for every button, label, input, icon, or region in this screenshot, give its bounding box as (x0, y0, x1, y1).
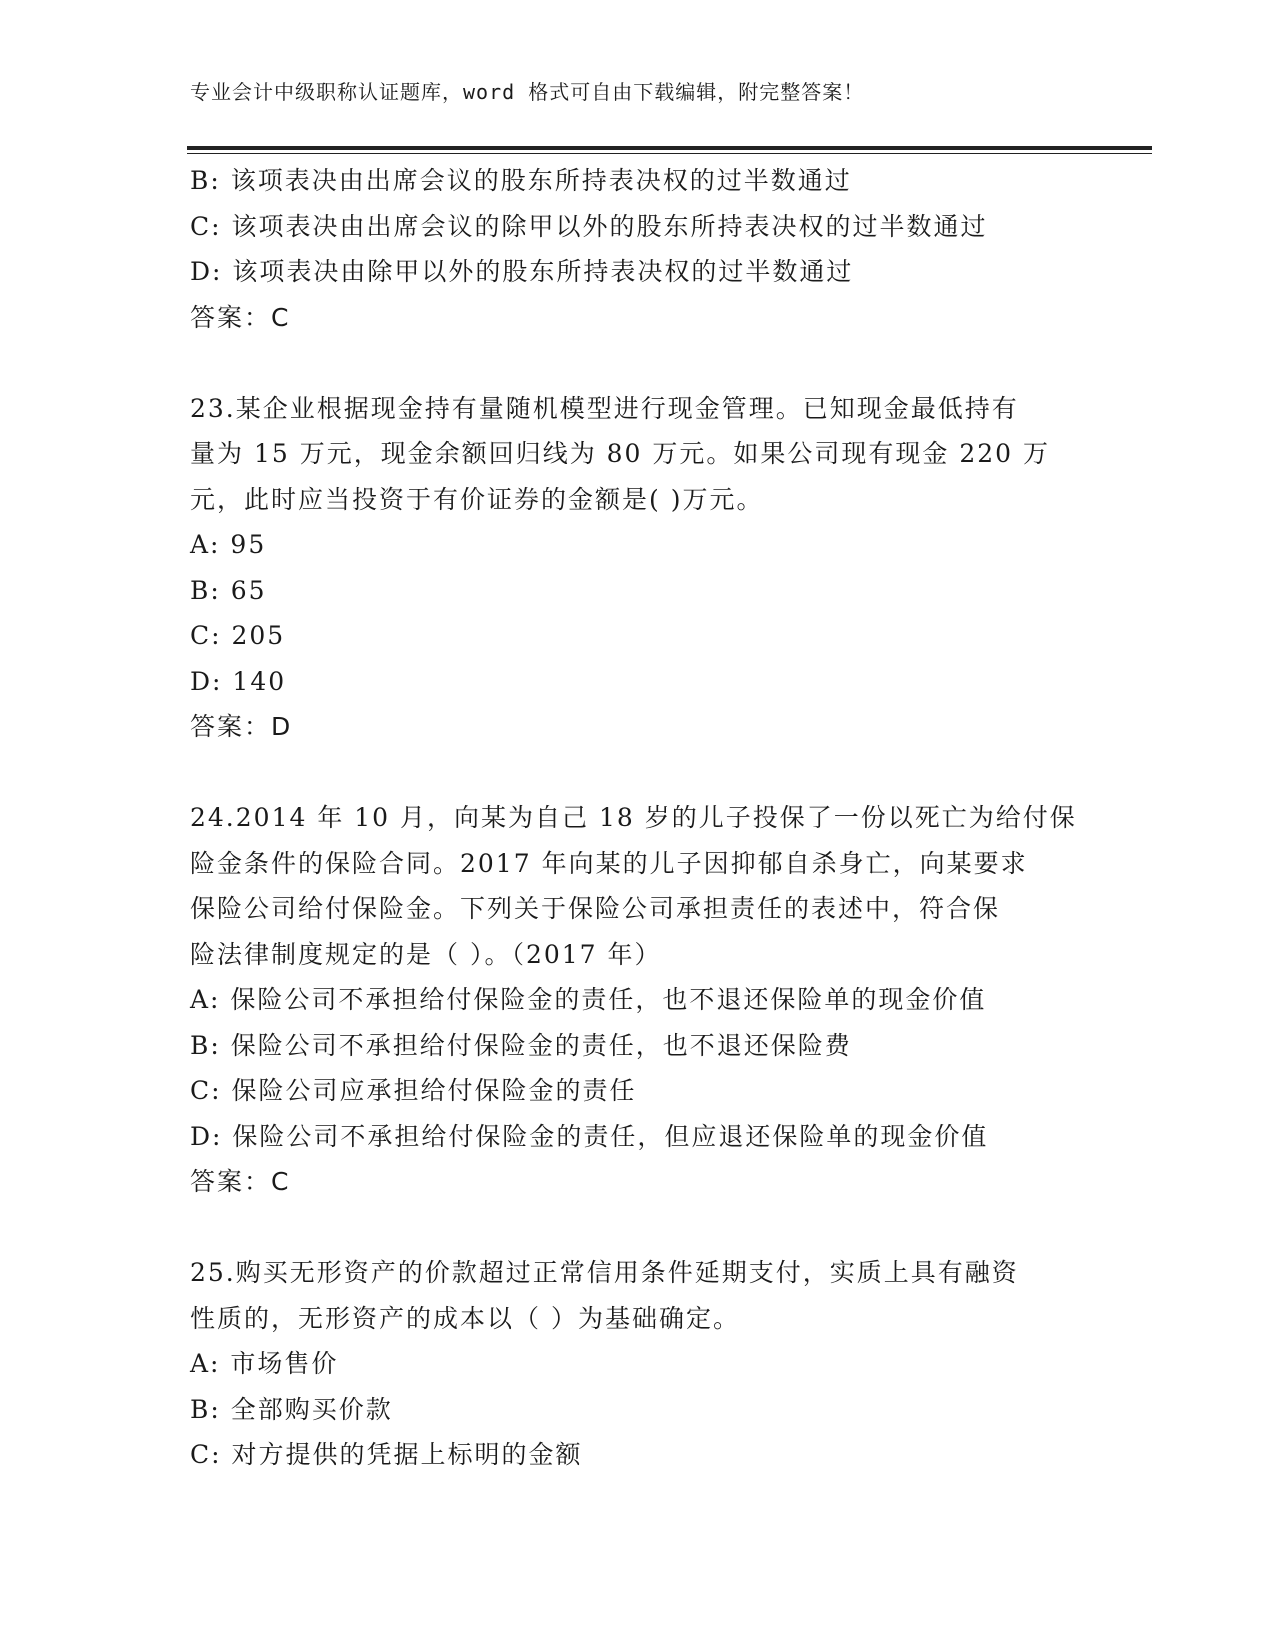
spacer (190, 340, 1120, 386)
spacer (190, 1205, 1120, 1251)
option-a: A: 95 (190, 530, 267, 559)
question-stem-line: 险法律制度规定的是（ ）。（2017 年） (190, 939, 662, 969)
option-c: C: 对方提供的凭据上标明的金额 (190, 1440, 583, 1469)
option-c: C: 保险公司应承担给付保险金的责任 (190, 1076, 637, 1105)
question-25 (190, 1250, 1120, 1478)
option-c: C: 205 (190, 621, 286, 650)
question-stem-line: 25.购买无形资产的价款超过正常信用条件延期支付，实质上具有融资 (190, 1258, 1019, 1287)
option-b: B: 65 (190, 575, 267, 605)
question-stem-line: 险金条件的保险合同。2017 年向某的儿子因抑郁自杀身亡，向某要求 (190, 848, 1028, 878)
answer-line: 答案：C (190, 302, 291, 332)
question-stem-line: 性质的，无形资产的成本以（ ）为基础确定。 (190, 1303, 740, 1333)
option-a: A: 保险公司不承担给付保险金的责任，也不退还保险单的现金价值 (190, 985, 987, 1014)
document-body (190, 158, 1120, 1478)
header-rule-thin (187, 153, 1152, 154)
answer-line: 答案：C (190, 1167, 291, 1196)
option-d: D: 140 (190, 666, 287, 696)
option-b: B: 全部购买价款 (190, 1394, 393, 1424)
question-stem-line: 23.某企业根据现金持有量随机模型进行现金管理。已知现金最低持有 (190, 393, 1019, 423)
question-stem-line: 24.2014 年 10 月，向某为自己 18 岁的儿子投保了一份以死亡为给付保 (190, 803, 1077, 832)
header-rule-thick (187, 146, 1152, 150)
question-stem-line: 元，此时应当投资于有价证券的金额是( )万元。 (190, 484, 764, 514)
answer-line: 答案：D (190, 712, 293, 741)
question-22-continued (190, 158, 1120, 340)
question-23 (190, 386, 1120, 750)
option-b: B: 保险公司不承担给付保险金的责任，也不退还保险费 (190, 1030, 852, 1060)
question-stem-line: 保险公司给付保险金。下列关于保险公司承担责任的表述中，符合保 (190, 894, 1001, 923)
option-c: C: 该项表决由出席会议的除甲以外的股东所持表决权的过半数通过 (190, 211, 988, 241)
question-24 (190, 795, 1120, 1205)
option-d: D: 该项表决由除甲以外的股东所持表决权的过半数通过 (190, 257, 854, 286)
spacer (190, 750, 1120, 796)
page-header-text: 专业会计中级职称认证题库，word 格式可自由下载编辑，附完整答案！ (190, 80, 865, 104)
option-b: B: 该项表决由出席会议的股东所持表决权的过半数通过 (190, 166, 852, 195)
question-stem-line: 量为 15 万元，现金余额回归线为 80 万元。如果公司现有现金 220 万 (190, 439, 1051, 468)
option-a: A: 市场售价 (190, 1349, 339, 1378)
option-d: D: 保险公司不承担给付保险金的责任，但应退还保险单的现金价值 (190, 1121, 989, 1151)
